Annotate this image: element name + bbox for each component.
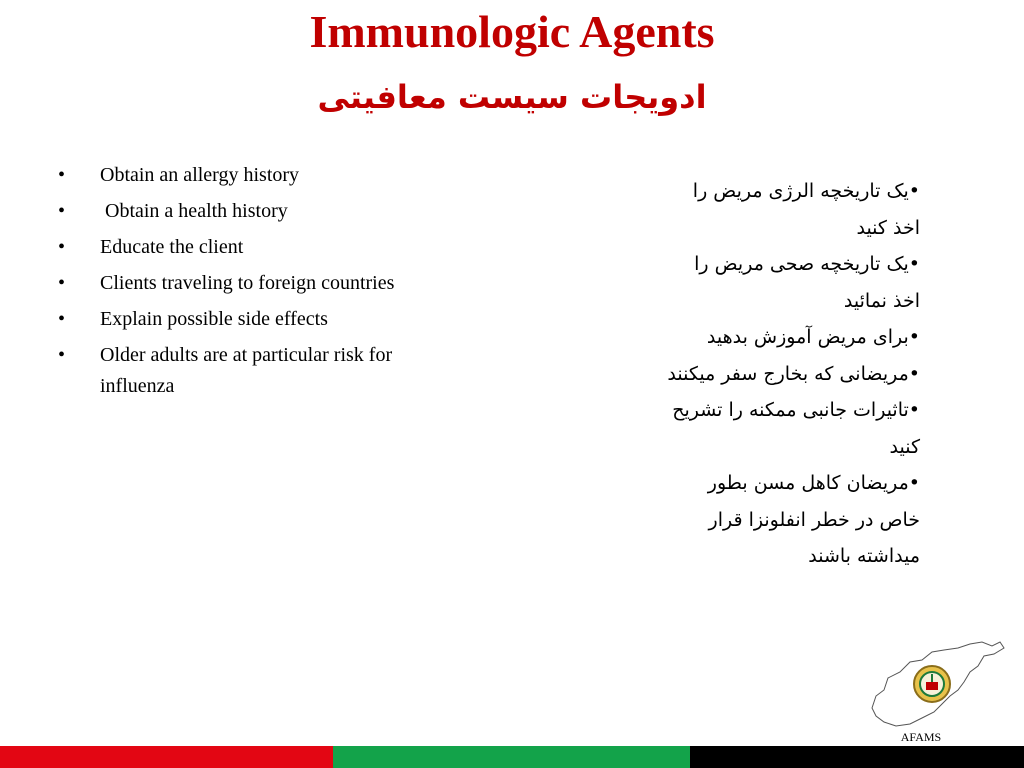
persian-line: •تاثیرات جانبی ممکنه را تشریح xyxy=(672,399,920,421)
persian-line: •یک تاریخچه الرژی مریض را xyxy=(692,180,920,202)
bullet-text: Explain possible side effects xyxy=(100,308,328,330)
bullet-text: Obtain a health history xyxy=(100,200,288,222)
footer-bar-red xyxy=(0,746,333,768)
persian-line: •برای مریض آموزش بدهید xyxy=(706,326,920,348)
bullet-marker: • xyxy=(58,272,66,294)
persian-line: کنید xyxy=(889,435,920,458)
english-bullet-item xyxy=(58,304,398,335)
english-bullet-item xyxy=(58,232,398,263)
english-bullet-item xyxy=(58,196,398,227)
bullet-marker: • xyxy=(58,236,66,258)
logo-caption: AFAMS xyxy=(900,730,942,744)
persian-line: •مریضان کاهل مسن بطور xyxy=(707,472,920,494)
bullet-marker: • xyxy=(58,200,66,222)
bullet-text: Older adults are at particular risk for influenza xyxy=(100,344,393,397)
bullet-marker: • xyxy=(58,344,66,366)
footer-bar-green xyxy=(333,746,690,768)
english-bullet-list xyxy=(58,160,398,407)
bullet-text: Clients traveling to foreign countries xyxy=(100,272,395,294)
slide-subtitle: ادویجات سیست معافیتی xyxy=(317,78,707,116)
english-bullet-item xyxy=(58,160,398,191)
persian-line: •مریضانی که بخارج سفر میکنند xyxy=(667,362,920,385)
bullet-marker: • xyxy=(58,164,66,186)
persian-text-block xyxy=(540,173,920,575)
slide-title: Immunologic Agents xyxy=(309,6,715,57)
persian-line: •یک تاریخچه صحی مریض را xyxy=(694,253,920,275)
bullet-marker: • xyxy=(58,308,66,330)
english-bullet-item xyxy=(58,268,398,299)
persian-line: خاص در خطر انفلونزا قرار xyxy=(708,508,920,531)
persian-line: میداشته باشند xyxy=(808,545,920,567)
afghanistan-map-logo-icon xyxy=(866,638,1006,736)
persian-line: اخذ نمائید xyxy=(843,289,920,312)
footer-bar-black xyxy=(690,746,1024,768)
bullet-text: Educate the client xyxy=(100,236,244,258)
english-bullet-item xyxy=(58,340,398,402)
persian-line: اخذ کنید xyxy=(856,216,920,239)
bullet-text: Obtain an allergy history xyxy=(100,164,300,186)
